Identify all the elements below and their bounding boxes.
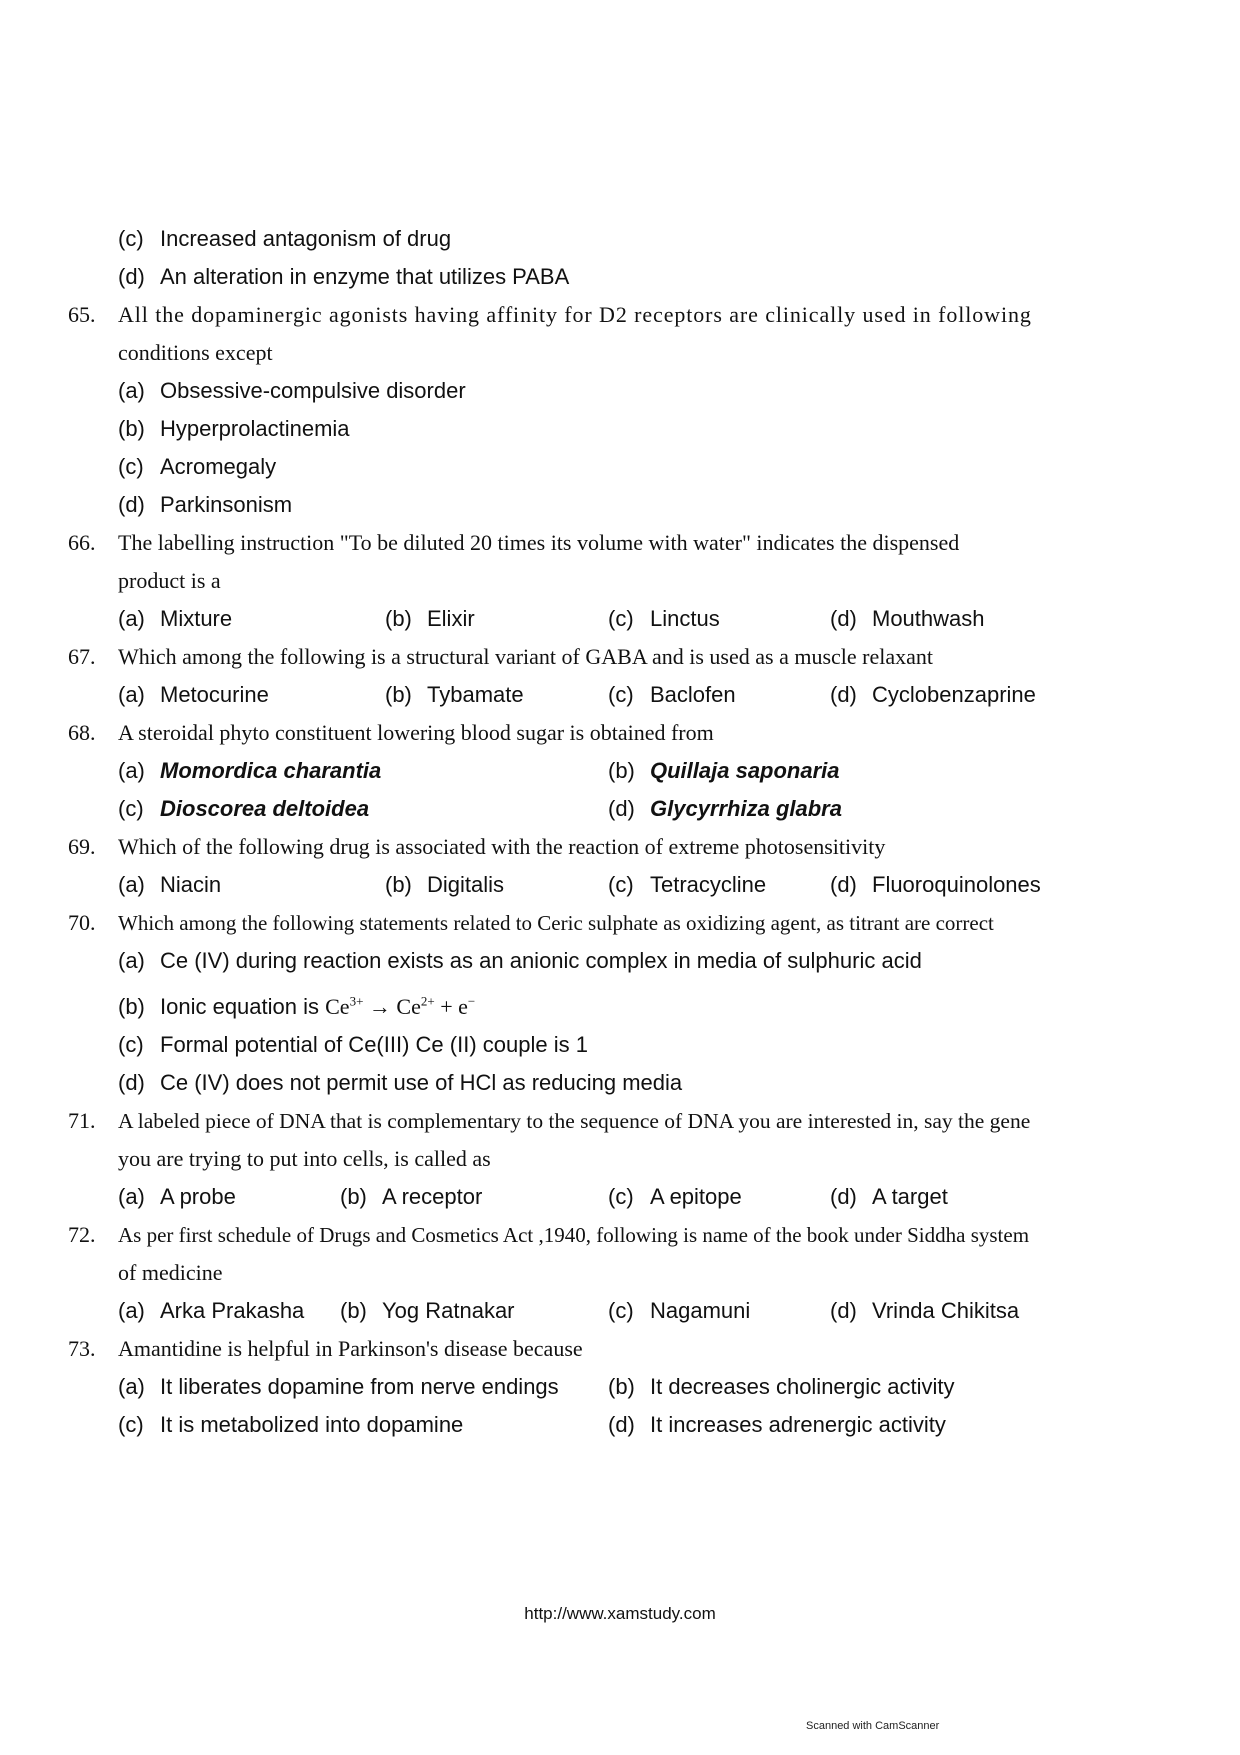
question-text-cont: conditions except [118,340,273,365]
footer-url[interactable]: http://www.xamstudy.com [524,1604,716,1623]
option-c: (c) Acromegaly [118,454,277,479]
option-a: (a) Obsessive-compulsive disorder [118,378,466,403]
option-b: (b) It decreases cholinergic activity [608,1374,955,1399]
question-number: 73. [68,1336,96,1361]
question-text: Which of the following drug is associated with the reaction of extreme photosensitivity [118,834,886,859]
question-number: 69. [68,834,96,859]
option-c: (c) Dioscorea deltoidea [118,796,370,821]
option-b: (b) Yog Ratnakar [340,1298,515,1323]
option-c: (c) Baclofen [608,682,736,707]
question-number: 72. [68,1222,96,1247]
question-text-cont: product is a [118,568,221,593]
question-number: 70. [68,910,96,935]
option-d: (d) Cyclobenzaprine [830,682,1036,707]
option-a: (a) It liberates dopamine from nerve endings [118,1374,559,1399]
option-b: (b) Digitalis [385,872,505,897]
question-text: The labelling instruction "To be diluted 20 times its volume with water" indicates the dispensed [118,530,960,555]
option-d: (d) Parkinsonism [118,492,293,517]
question-text: Amantidine is helpful in Parkinson's disease because [118,1336,583,1361]
option-d: (d) Glycyrrhiza glabra [608,796,842,821]
option-d: (d) Ce (IV) does not permit use of HCl as reducing media [118,1070,683,1095]
prev-option-c: (c) Increased antagonism of drug [118,226,452,251]
option-a: (a) Ce (IV) during reaction exists as an anionic complex in media of sulphuric acid [118,948,922,973]
question-text: As per first schedule of Drugs and Cosmetics Act ,1940, following is name of the book under Siddha system [118,1223,1030,1247]
question-text: All the dopaminergic agonists having affinity for D2 receptors are clinically used in following [118,302,1032,327]
question-text-cont: of medicine [118,1260,223,1285]
question-number: 67. [68,644,96,669]
question-number: 68. [68,720,96,745]
option-c: (c) Tetracycline [608,872,767,897]
question-number: 71. [68,1108,96,1133]
option-d: (d) Fluoroquinolones [830,872,1041,897]
option-c: (c) It is metabolized into dopamine [118,1412,464,1437]
question-text: A steroidal phyto constituent lowering blood sugar is obtained from [118,720,714,745]
option-b: (b) Hyperprolactinemia [118,416,350,441]
question-text-cont: you are trying to put into cells, is called as [118,1146,491,1171]
ionic-equation: $Ce^{3+} \to Ce^{2+} + e^-$ [325,993,476,1019]
option-c: (c) Nagamuni [608,1298,751,1323]
question-number: 66. [68,530,96,555]
option-b: (b) Quillaja saponaria [608,758,840,783]
option-d: (d) Vrinda Chikitsa [830,1298,1020,1323]
option-c: (c) Linctus [608,606,720,631]
option-a: (a) Mixture [118,606,233,631]
option-b: (b) Elixir [385,606,475,631]
option-c: (c) A epitope [608,1184,742,1209]
option-d: (d) A target [830,1184,948,1209]
question-number: 65. [68,302,96,327]
option-a: (a) A probe [118,1184,236,1209]
question-text: A labeled piece of DNA that is complementary to the sequence of DNA you are interested in, say the gene [118,1109,1031,1133]
option-d: (d) It increases adrenergic activity [608,1412,946,1437]
option-c: (c) Formal potential of Ce(III) Ce (II) couple is 1 [118,1032,588,1057]
scanner-watermark: Scanned with CamScanner [806,1720,940,1732]
option-d: (d) Mouthwash [830,606,985,631]
prev-option-d: (d) An alteration in enzyme that utilizes PABA [118,264,570,289]
option-a: (a) Arka Prakasha [118,1298,305,1323]
option-b: (b) A receptor [340,1184,483,1209]
option-b: (b) Ionic equation is $Ce^{3+} \to Ce^{2+} + e^-$ [118,993,476,1019]
option-a: (a) Niacin [118,872,222,897]
option-a: (a) Metocurine [118,682,269,707]
question-text: Which among the following statements related to Ceric sulphate as oxidizing agent, as titrant are correct [118,911,994,935]
option-a: (a) Momordica charantia [118,758,382,783]
question-text: Which among the following is a structural variant of GABA and is used as a muscle relaxant [118,644,934,669]
option-b: (b) Tybamate [385,682,524,707]
